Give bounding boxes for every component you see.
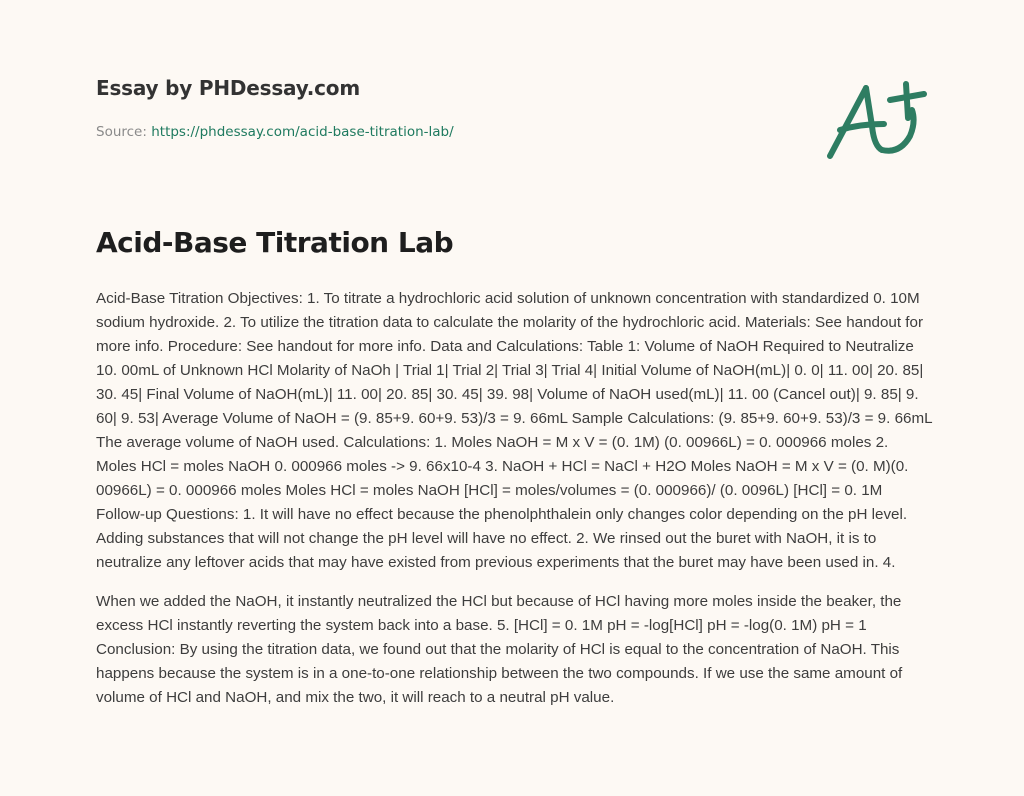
essay-header <box>96 76 796 140</box>
essay-body <box>96 287 932 725</box>
a-plus-grade-icon <box>820 64 930 168</box>
source-line <box>96 124 796 140</box>
site-title: Essay by PHDessay.com <box>96 76 360 100</box>
source-link[interactable]: https://phdessay.com/acid-base-titration-lab/ <box>151 124 454 140</box>
essay-paragraph: When we added the NaOH, it instantly neutralized the HCl but because of HCl having more moles inside the beaker, the excess HCl instantly reverting the system back into a base. 5. [HCl] = 0. 1M pH = -log[HCl] pH = -log(0. 1M) pH = 1 Conclusion: By using the titration data, we found out that the molarity of HCl is equal to the concentration of NaOH. This happens because the system is in a one-to-one relationship between the two compounds. If we use the same amount of volume of HCl and NaOH, and mix the two, it will reach to a neutral pH value. <box>96 593 903 706</box>
essay-paragraph: Acid-Base Titration Objectives: 1. To titrate a hydrochloric acid solution of unknown concentration with standardized 0. 10M sodium hydroxide. 2. To utilize the titration data to calculate the molarity of the hydrochloric acid. Materials: See handout for more info. Procedure: See handout for more info. Data and Calculations: Table 1: Volume of NaOH Required to Neutralize 10. 00mL of Unknown HCl Molarity of NaOh | Trial 1| Trial 2| Trial 3| Trial 4| Initial Volume of NaOH(mL)| 0. 0| 11. 00| 20. 85| 30. 45| Final Volume of NaOH(mL)| 11. 00| 20. 85| 30. 45| 39. 98| Volume of NaOH used(mL)| 11. 00 (Cancel out)| 9. 85| 9. 60| 9. 53| Average Volume of NaOH = (9. 85+9. 60+9. 53)/3 = 9. 66mL Sample Calculations: (9. 85+9. 60+9. 53)/3 = 9. 66mL The average volume of NaOH used. Calculations: 1. Moles NaOH = M x V = (0. 1M) (0. 00966L) = 0. 000966 moles 2. Moles HCl = moles NaOH 0. 000966 moles -> 9. 66x10-4 3. NaOH + HCl = NaCl + H2O Moles NaOH = M x V = (0. M)(0. 00966L) = 0. 000966 moles Moles HCl = moles NaOH [HCl] = moles/volumes = (0. 000966)/ (0. 0096L) [HCl] = 0. 1M Follow-up Questions: 1. It will have no effect because the phenolphthalein only changes color depending on the pH level. Adding substances that will not change the pH level will have no effect. 2. We rinsed out the buret with NaOH, it is to neutralize any leftover acids that may have existed from previous experiments that the buret may have been used in. 4. <box>96 290 932 571</box>
essay-title: Acid-Base Titration Lab <box>96 226 454 259</box>
source-label: Source: <box>96 124 152 140</box>
